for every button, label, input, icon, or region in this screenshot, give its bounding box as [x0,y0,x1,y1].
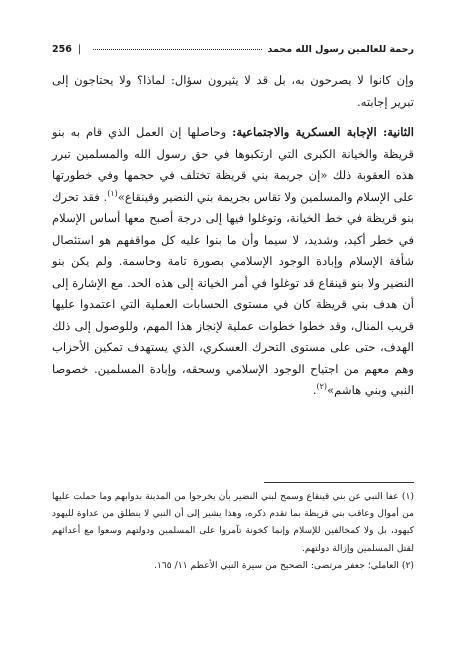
footnote-divider [264,482,414,483]
footnote-number: (٢) [401,559,414,571]
footnote-number: (١) [401,491,415,502]
footnote-1 [52,488,414,557]
page-number: 256 [52,43,72,55]
second-answer-text-a: وحاصلها إن العمل الذي قام به بنو قريظة والخيانة الكبرى التي ارتكبوها في حق رسول الله والمسلمين تبرر هذه العقوبة ذلك «إن جريمة بني قريظة تختلف في حجمها وفي خطورتها على الإسلام والمسلمين ولا تقاس بجريمة بني النضير وقينقاع» [52,125,415,204]
footnote-text: العاملي؛ جعفر مرتضى: الصحيح من سيرة النبي الأعظم ١١/ ١٦٥. [154,559,399,571]
header-separator: | [77,43,82,55]
running-book-title: رحمة للعالمين رسول الله محمد [267,43,414,55]
footnote-ref-2[interactable]: (٢) [316,382,328,392]
second-answer-label: الثانية: الإجابة العسكرية والاجتماعية: [232,125,414,139]
paragraph-continuation: وإن كانوا لا يصرحون به، بل قد لا يثيرون سؤال: لماذا؟ ولا يحتاجون إلى تبرير إجابته. [52,73,414,109]
footnote-text: عفا النبي عن بني قينقاع وسمح لبني النضير بأن يخرجوا من المدينة بدوابهم وما حملت عليها من أموال وعاقب بني قريظة بما تقدم ذكره، وهذا يشير إلى أن النبي لا ينطلق من عداوة لليهود كيهود، بل ولا كمخالفين للإسلام وإنما كخونة تآمروا على المسلمين ودولتهم وسعوا مع أعدائهم لقتل المسلمين وإزالة دولتهم. [52,491,414,554]
page-header [52,38,414,60]
paragraph-second-answer [52,122,414,402]
header-dotted-leader [93,49,261,50]
main-text [52,70,414,402]
second-answer-text-b: . فقد تحرك بنو قريظة في خط الخيانة، وتوغلوا فيها إلى درجة أصبح معها أساس الإسلام في خطر أكيد، وشديد، لا سيما وأن ما بنوا عليه كل مواقفهم هو استئصال شأفة الإسلام وإبادة الوجود الإسلامي بصورة تامة وحاسمة. ولم يكن بنو النضير ولا بنو قينقاع قد توغلوا في أمر الخيانة إلى هذه الحد. مع الإشارة إلى أن هدف بني قريظة كان في مستوى الحسابات العملية التي اعتمدوا عليها قريب المنال، وقد خطوا خطوات عملية لإنجاز هذا المهم، وللوصول إلى ذلك الهدف، حتى على مستوى التحرك العسكري، الذي يستهدف تمكين الأحزاب وهم معهم من اجتياح الوجود الإسلامي وسحقه، وإبادة المسلمين. خصوصا النبي وبني هاشم» [52,189,414,397]
footnotes [52,488,414,574]
footnote-ref-1[interactable]: (١) [107,188,118,198]
second-answer-end: . [312,383,317,397]
footnote-2 [52,557,414,574]
